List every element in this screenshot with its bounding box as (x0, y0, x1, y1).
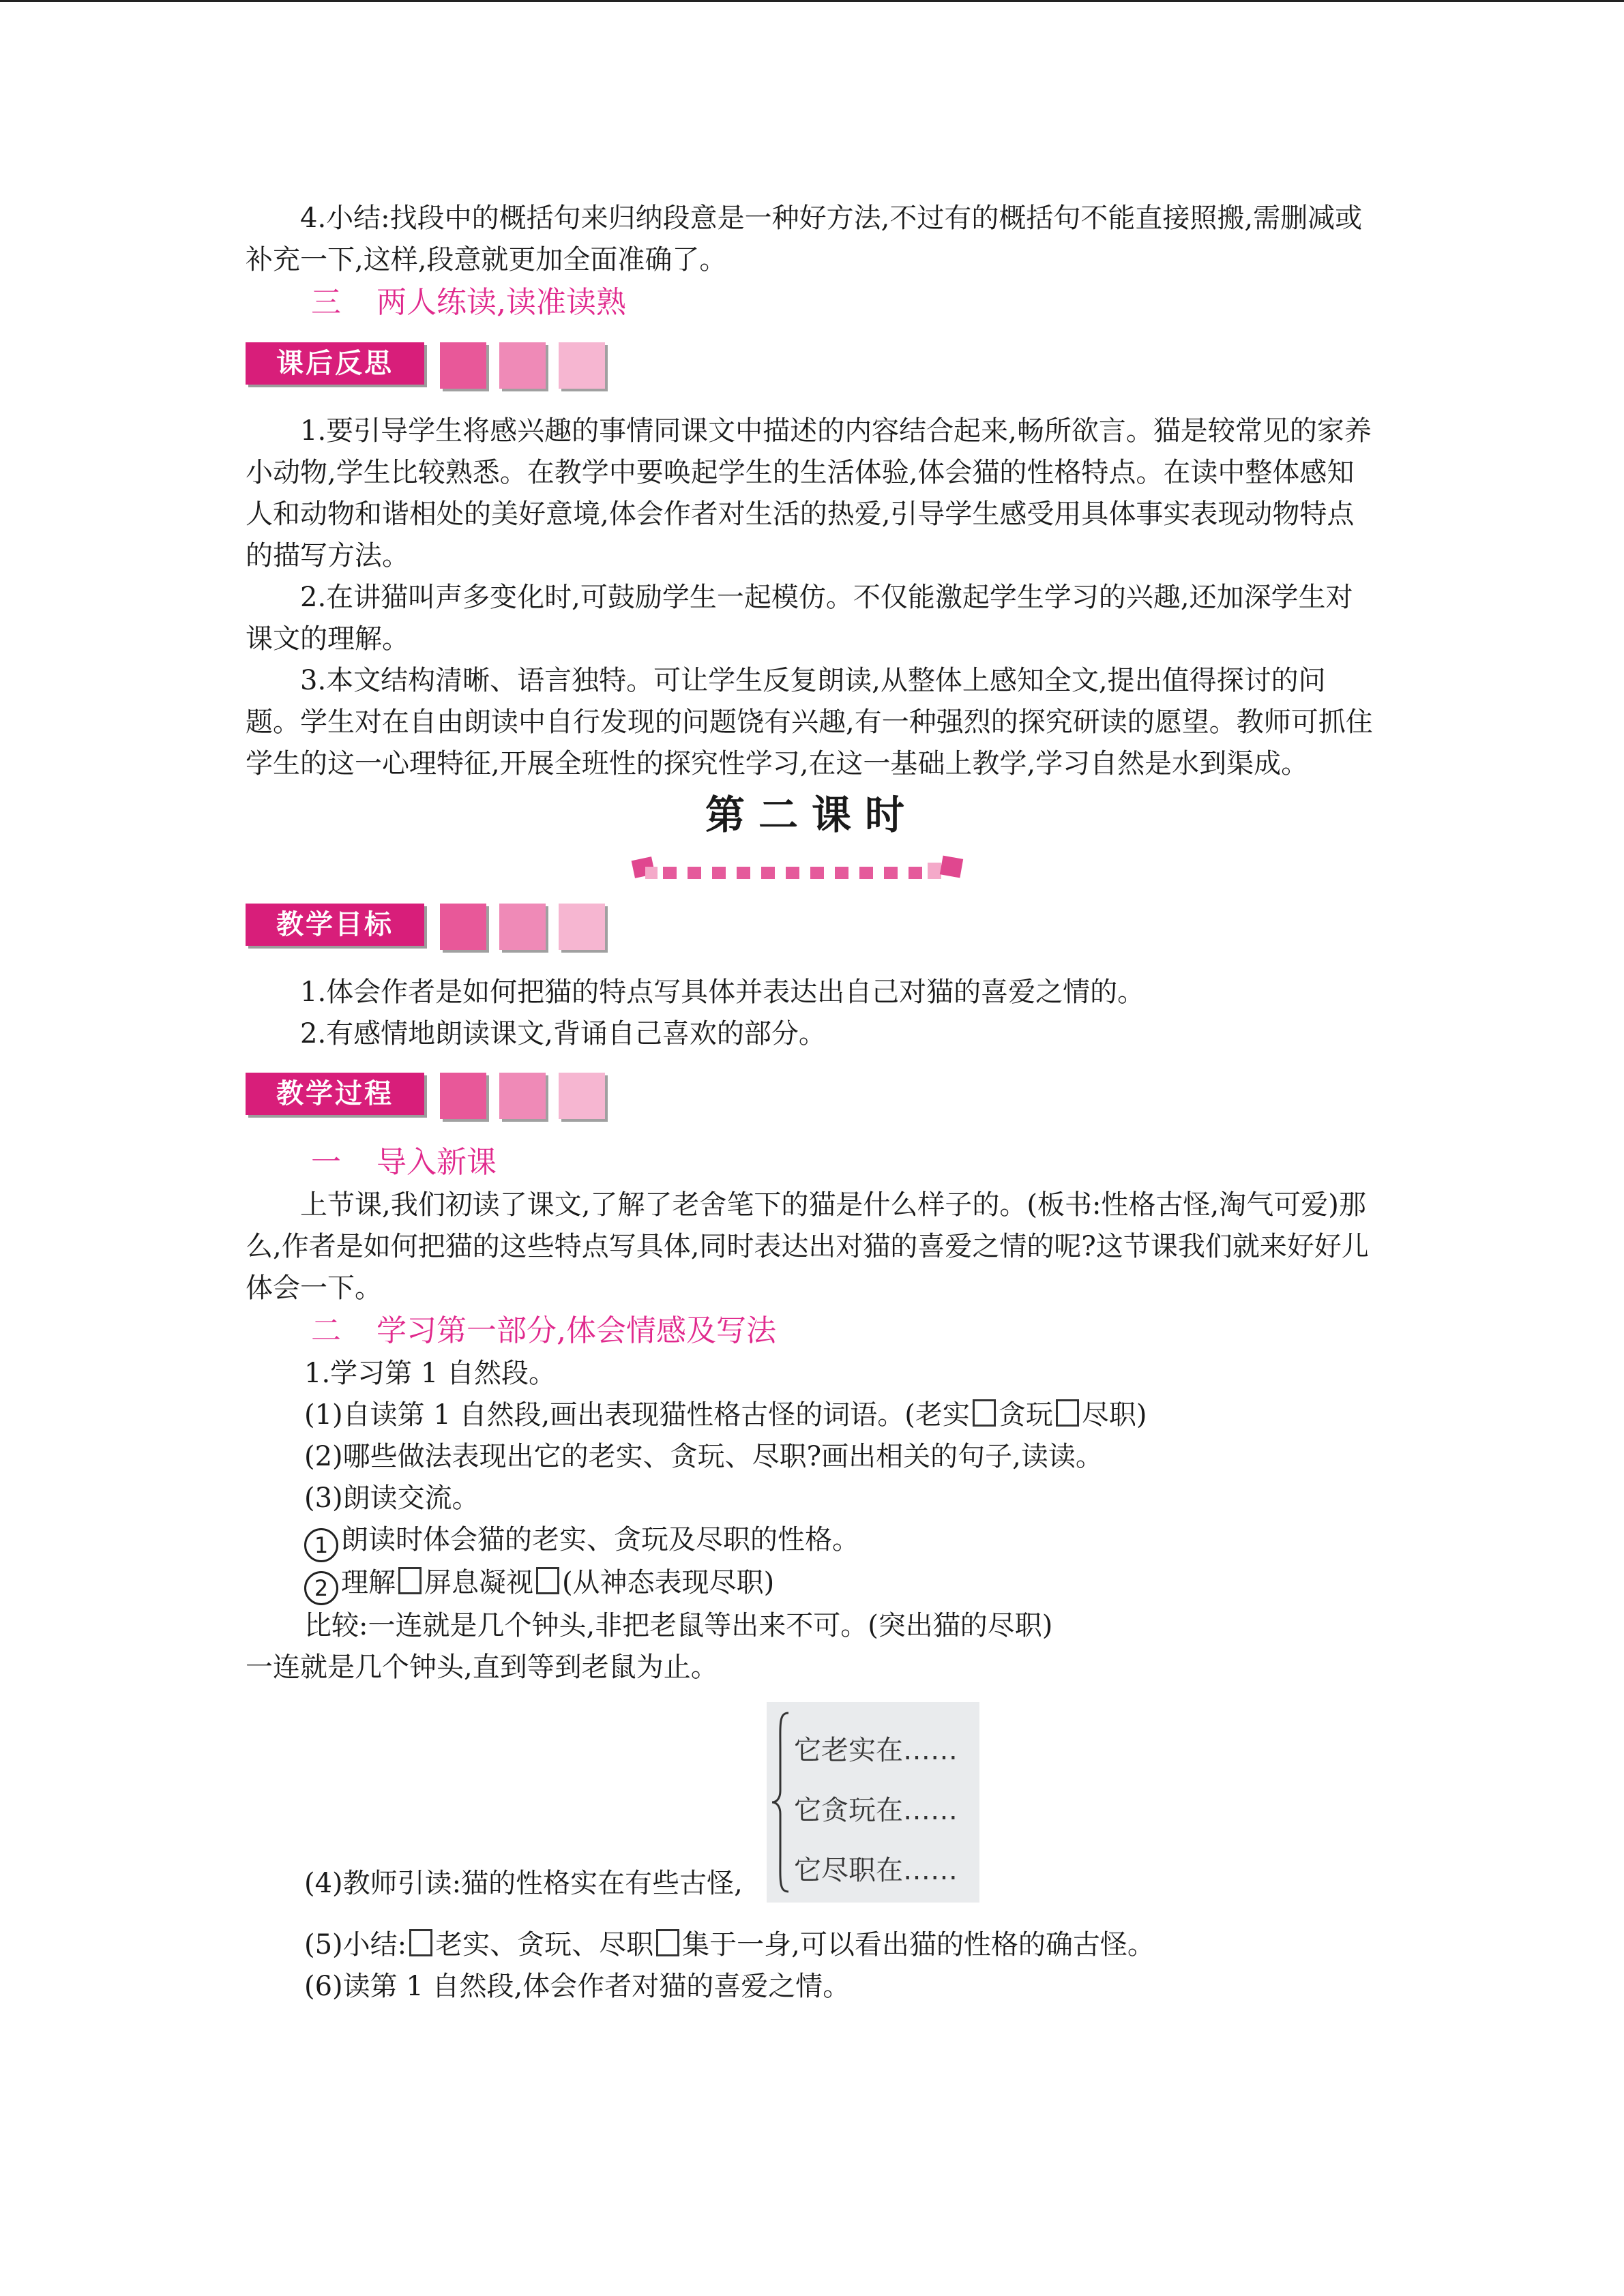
section-label: 课后反思 (246, 342, 424, 385)
section-header-process (246, 1070, 1378, 1122)
placeholder-box-icon (536, 1567, 559, 1594)
step-heading-2 (246, 1309, 1378, 1353)
lesson-dot-ribbon (630, 850, 966, 884)
brace-line-3: 它尽职在…… (794, 1855, 958, 1886)
list-item: (2)哪些做法表现出它的老实、贪玩、尽职?画出相关的句子,读读。 (304, 1441, 1103, 1472)
section-header-reflection (246, 340, 1378, 391)
list-text: 贪玩 (998, 1399, 1053, 1431)
reflection-paragraph-2: 2.在讲猫叫声多变化时,可鼓励学生一起模仿。不仅能激起学生学习的兴趣,还加深学生对课文的理解。 (246, 582, 1353, 655)
section-label: 教学过程 (246, 1073, 424, 1115)
step-heading-1 (246, 1141, 1378, 1184)
brace-line-2: 它贪玩在…… (794, 1795, 958, 1826)
list-text: (1)自读第 1 自然段,画出表现猫性格古怪的词语。(老实 (304, 1399, 970, 1431)
circled-number-icon: 1 (304, 1528, 338, 1562)
placeholder-box-icon (409, 1929, 432, 1956)
decor-square-light (559, 904, 605, 950)
decor-square-medium (499, 342, 546, 389)
reflection-paragraph-1: 1.要引导学生将感兴趣的事情同课文中描述的内容结合起来,畅所欲言。猫是较常见的家养小动物,学生比较熟悉。在教学中要唤起学生的生活体验,体会猫的性格特点。在读中整体感知人和动物和谐相处的美好意境,体会作者对生活的热爱,引导学生感受用具体事实表现动物特点的描写方法。 (246, 415, 1372, 571)
step-heading-3 (246, 281, 1378, 325)
decor-square-dark (440, 1073, 486, 1119)
list-text: 屏息凝视 (424, 1567, 533, 1598)
decor-square-light (559, 1073, 605, 1119)
lesson-banner (246, 790, 1378, 886)
decor-square-medium (499, 904, 546, 950)
list-text: (5)小结: (304, 1929, 407, 1960)
brace-diagram-row (246, 1688, 1378, 1900)
curly-brace-icon (771, 1710, 791, 1894)
intro-paragraph: 上节课,我们初读了课文,了解了老舍笔下的猫是什么样子的。(板书:性格古怪,淘气可爱)那么,作者是如何把猫的这些特点写具体,同时表达出对猫的喜爱之情的呢?这节课我们就来好好儿体会一下。 (246, 1189, 1369, 1304)
list-item (246, 1924, 1378, 1966)
brace-diagram (767, 1702, 979, 1903)
circled-number-icon: 2 (304, 1571, 338, 1605)
list-item: (3)朗读交流。 (304, 1482, 479, 1514)
list-text: 集于一身,可以看出猫的性格的确古怪。 (682, 1929, 1155, 1960)
list-item: 比较:一连就是几个钟头,非把老鼠等出来不可。(突出猫的尽职) (304, 1610, 1053, 1641)
list-text: 尽职) (1081, 1399, 1147, 1431)
step-title: 学习第一部分,体会情感及写法 (377, 1313, 776, 1348)
list-item (246, 1519, 1378, 1562)
lesson-title: 第二课时 (705, 792, 918, 838)
list-item (246, 1562, 1378, 1605)
list-item (246, 1395, 1378, 1436)
placeholder-box-icon (1056, 1399, 1079, 1427)
decor-square-medium (499, 1073, 546, 1119)
list-text: 朗读时体会猫的老实、贪玩及尽职的性格。 (341, 1524, 859, 1555)
list-text: 老实、贪玩、尽职 (435, 1929, 654, 1960)
section-header-goals (246, 901, 1378, 953)
goal-item-2: 2.有感情地朗读课文,背诵自己喜欢的部分。 (300, 1018, 826, 1049)
reflection-paragraph-3: 3.本文结构清晰、语言独特。可让学生反复朗读,从整体上感知全文,提出值得探讨的问题。学生对在自由朗读中自行发现的问题饶有兴趣,有一种强烈的探究研读的愿望。教师可抓住学生的这一心理特征,开展全班性的探究性学习,在这一基础上教学,学习自然是水到渠成。 (246, 665, 1373, 779)
step-title: 两人练读,读准读熟 (377, 285, 626, 320)
document-page (246, 198, 1378, 2008)
step-title: 导入新课 (377, 1145, 497, 1180)
step-number: 三 (311, 285, 341, 320)
goal-item-1: 1.体会作者是如何把猫的特点写具体并表达出自己对猫的喜爱之情的。 (300, 976, 1145, 1008)
section-label: 教学目标 (246, 904, 424, 946)
placeholder-box-icon (973, 1399, 996, 1427)
page-top-border (0, 0, 1624, 2)
list-text: (从神态表现尽职) (562, 1567, 775, 1598)
decor-square-dark (440, 904, 486, 950)
list-item: (6)读第 1 自然段,体会作者对猫的喜爱之情。 (304, 1971, 851, 2002)
step-number: 二 (311, 1313, 341, 1348)
brace-line-1: 它老实在…… (794, 1735, 958, 1766)
summary-paragraph: 4.小结:找段中的概括句来归纳段意是一种好方法,不过有的概括句不能直接照搬,需删减或补充一下,这样,段意就更加全面准确了。 (246, 203, 1363, 275)
list-item: 1.学习第 1 自然段。 (304, 1358, 557, 1389)
placeholder-box-icon (398, 1567, 422, 1594)
decor-square-light (559, 342, 605, 389)
step-number: 一 (311, 1145, 341, 1180)
list-item: 一连就是几个钟头,直到等到老鼠为止。 (246, 1652, 718, 1683)
list-text: 理解 (341, 1567, 396, 1598)
placeholder-box-icon (656, 1929, 679, 1956)
list-item: (4)教师引读:猫的性格实在有些古怪, (304, 1868, 743, 1899)
decor-square-dark (440, 342, 486, 389)
